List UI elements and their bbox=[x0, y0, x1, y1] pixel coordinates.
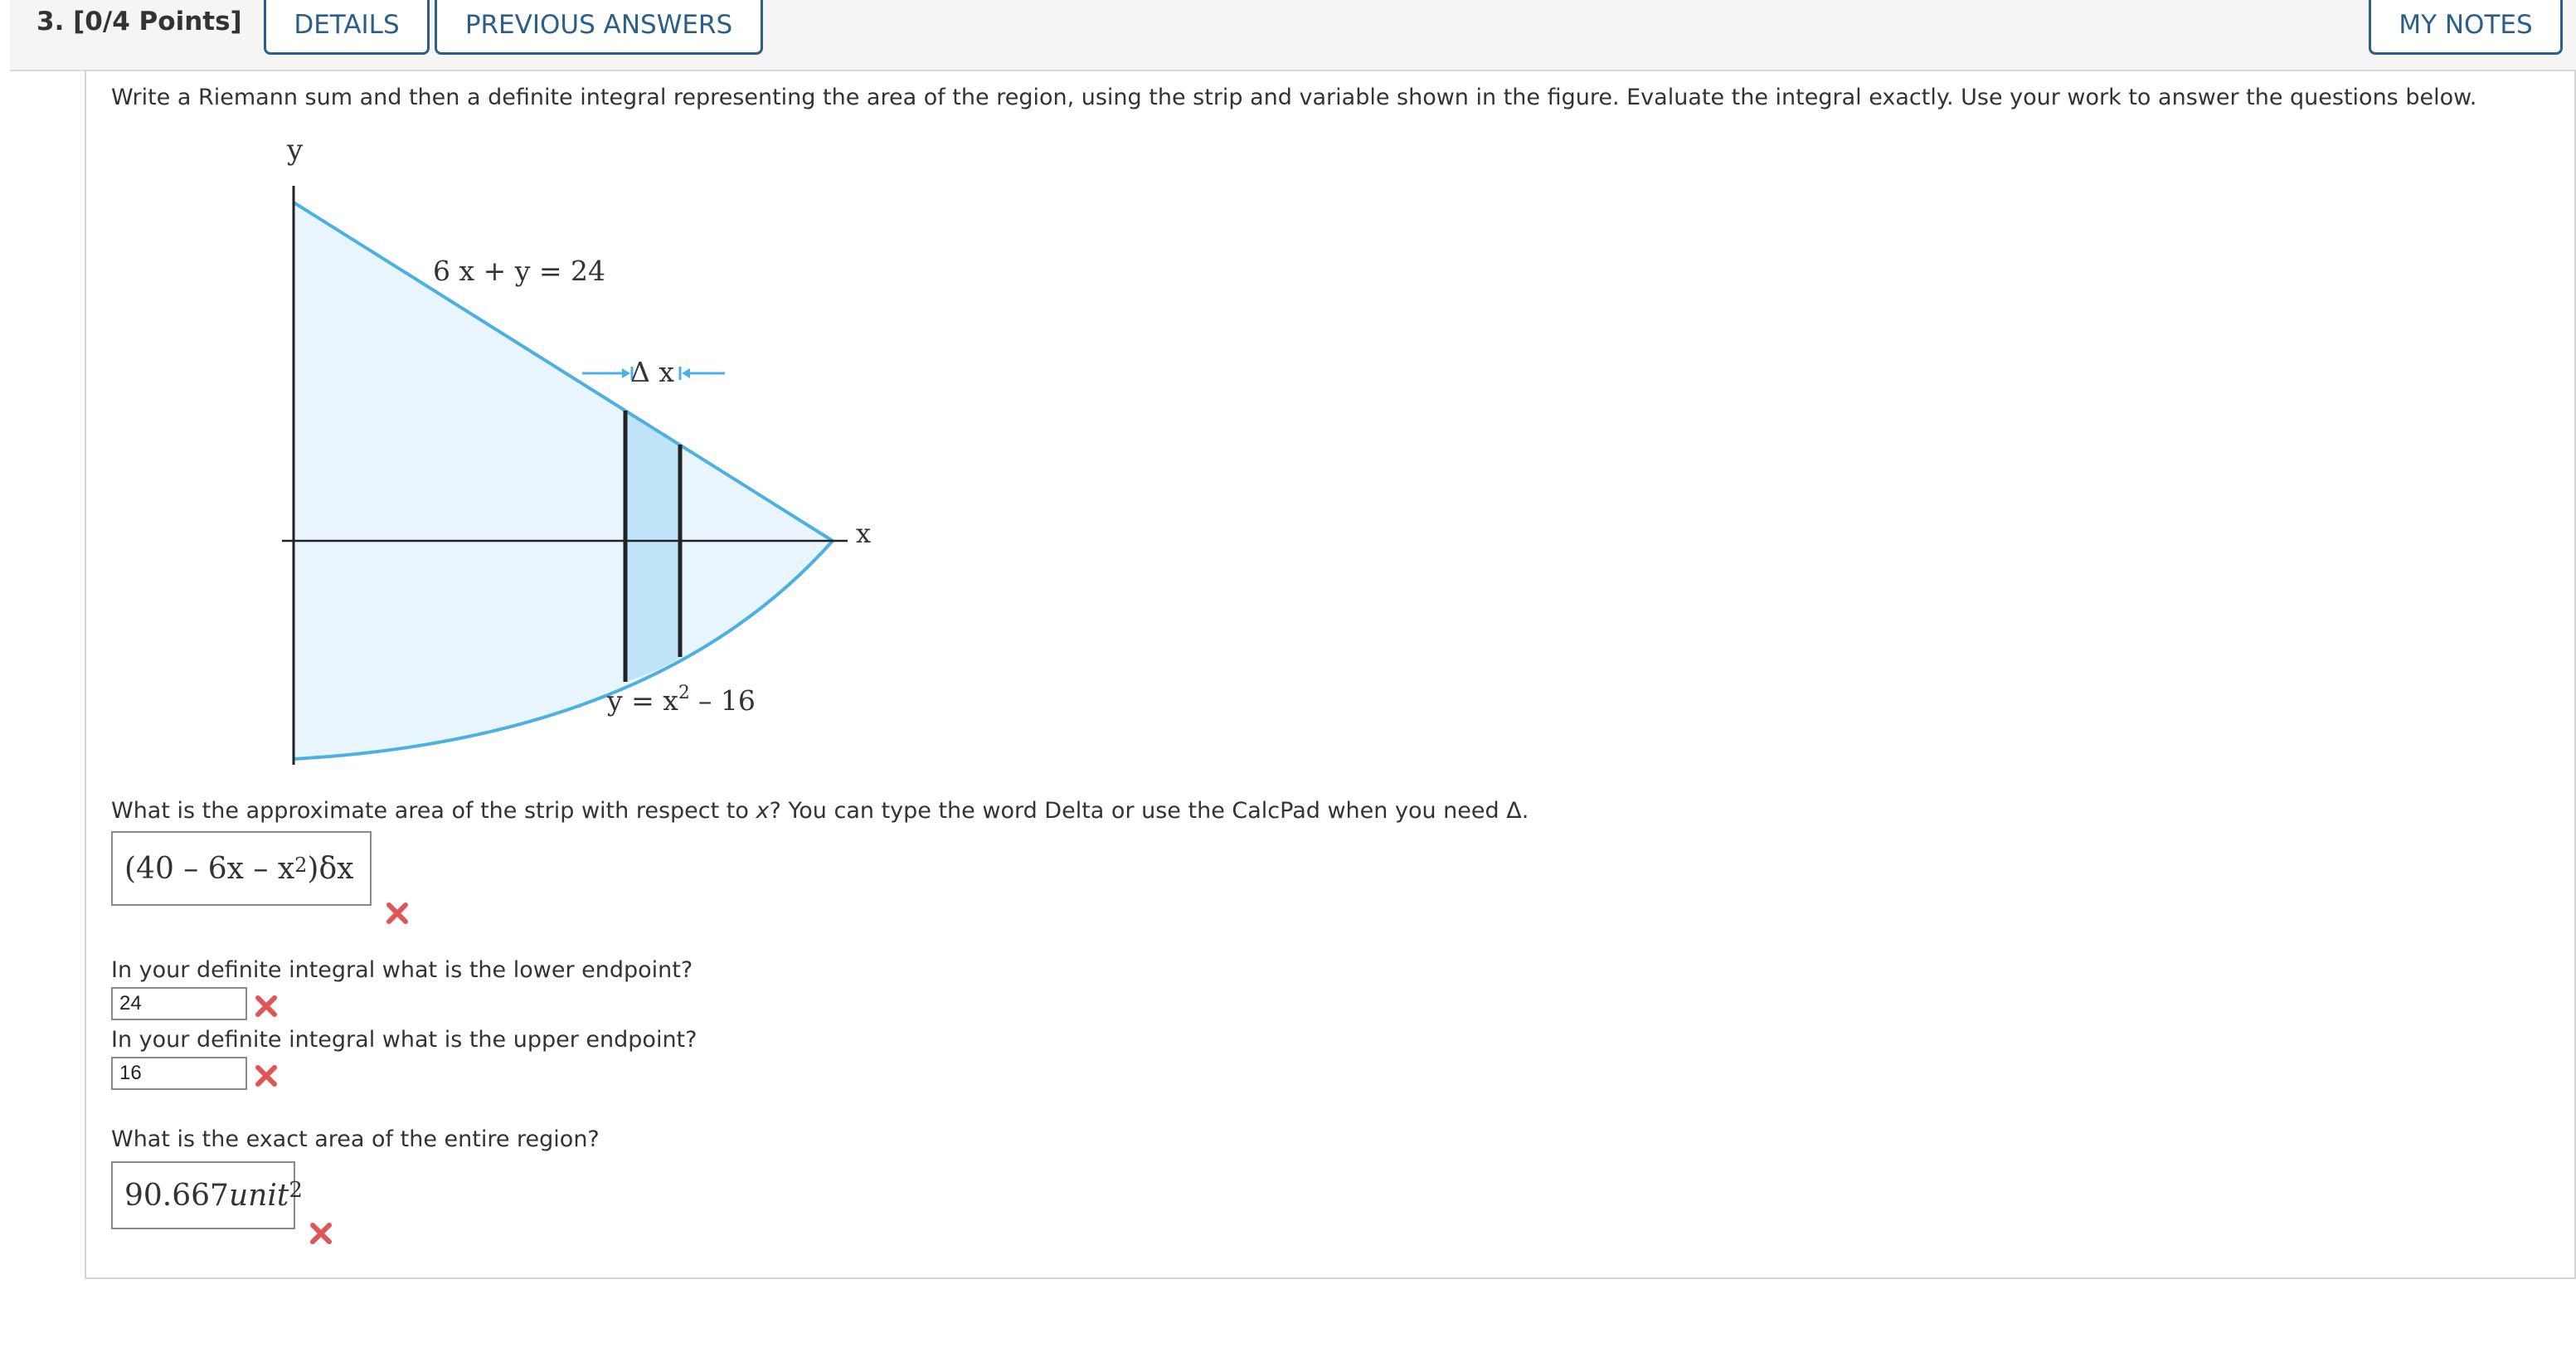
lower-endpoint-question: In your definite integral what is the lower endpoint? bbox=[111, 957, 693, 983]
delta-arrowhead-right bbox=[682, 368, 690, 378]
strip-answer-exponent: 2 bbox=[294, 854, 308, 877]
strip-question-var: x bbox=[756, 798, 770, 824]
x-axis-label: x bbox=[856, 518, 872, 549]
incorrect-icon bbox=[252, 992, 280, 1020]
question-body bbox=[85, 70, 2576, 1279]
incorrect-icon bbox=[252, 1062, 280, 1090]
curve-equation-label bbox=[606, 683, 756, 717]
exact-area-question: What is the exact area of the entire region? bbox=[111, 1126, 600, 1152]
previous-answers-button[interactable]: PREVIOUS ANSWERS bbox=[435, 0, 763, 55]
strip-fill bbox=[625, 411, 680, 682]
details-button[interactable]: DETAILS bbox=[264, 0, 430, 55]
strip-question-post: ? You can type the word Delta or use the CalcPad when you need Δ. bbox=[769, 798, 1529, 824]
line-equation-label: 6 x + y = 24 bbox=[433, 255, 605, 287]
question-header bbox=[10, 0, 2576, 71]
strip-answer-base: (40 – 6x – x bbox=[124, 851, 295, 886]
incorrect-icon bbox=[383, 899, 411, 927]
exact-area-exponent: 2 bbox=[289, 1178, 303, 1203]
exact-area-answer[interactable] bbox=[111, 1161, 303, 1229]
delta-arrowhead-left bbox=[622, 368, 630, 378]
region-figure bbox=[267, 136, 914, 766]
question-number: 3. [0/4 Points] bbox=[36, 7, 242, 36]
upper-endpoint-input[interactable] bbox=[111, 1057, 247, 1090]
curve-label-base: y = x bbox=[607, 684, 678, 717]
delta-x-label: Δ x bbox=[630, 356, 674, 388]
y-axis-label: y bbox=[287, 136, 304, 167]
strip-area-question bbox=[111, 798, 1529, 824]
strip-answer-close: )δx bbox=[307, 851, 354, 886]
lower-endpoint-input[interactable] bbox=[111, 987, 247, 1020]
question-prompt: Write a Riemann sum and then a definite integral representing the area of the region, using the strip and variable shown in the figure. Evaluate the integral exactly. Use your work to answer the questions below. bbox=[111, 85, 2477, 110]
my-notes-button[interactable]: MY NOTES bbox=[2369, 0, 2563, 55]
curve-label-suffix: – 16 bbox=[697, 684, 756, 717]
strip-area-answer[interactable] bbox=[111, 831, 372, 906]
incorrect-icon bbox=[307, 1219, 335, 1248]
curve-label-exponent: 2 bbox=[678, 683, 690, 703]
exact-area-value: 90.667 bbox=[124, 1178, 229, 1213]
upper-endpoint-question: In your definite integral what is the upper endpoint? bbox=[111, 1027, 697, 1053]
exact-area-unit: unit bbox=[228, 1178, 289, 1213]
strip-question-pre: What is the approximate area of the strip with respect to bbox=[111, 798, 756, 824]
